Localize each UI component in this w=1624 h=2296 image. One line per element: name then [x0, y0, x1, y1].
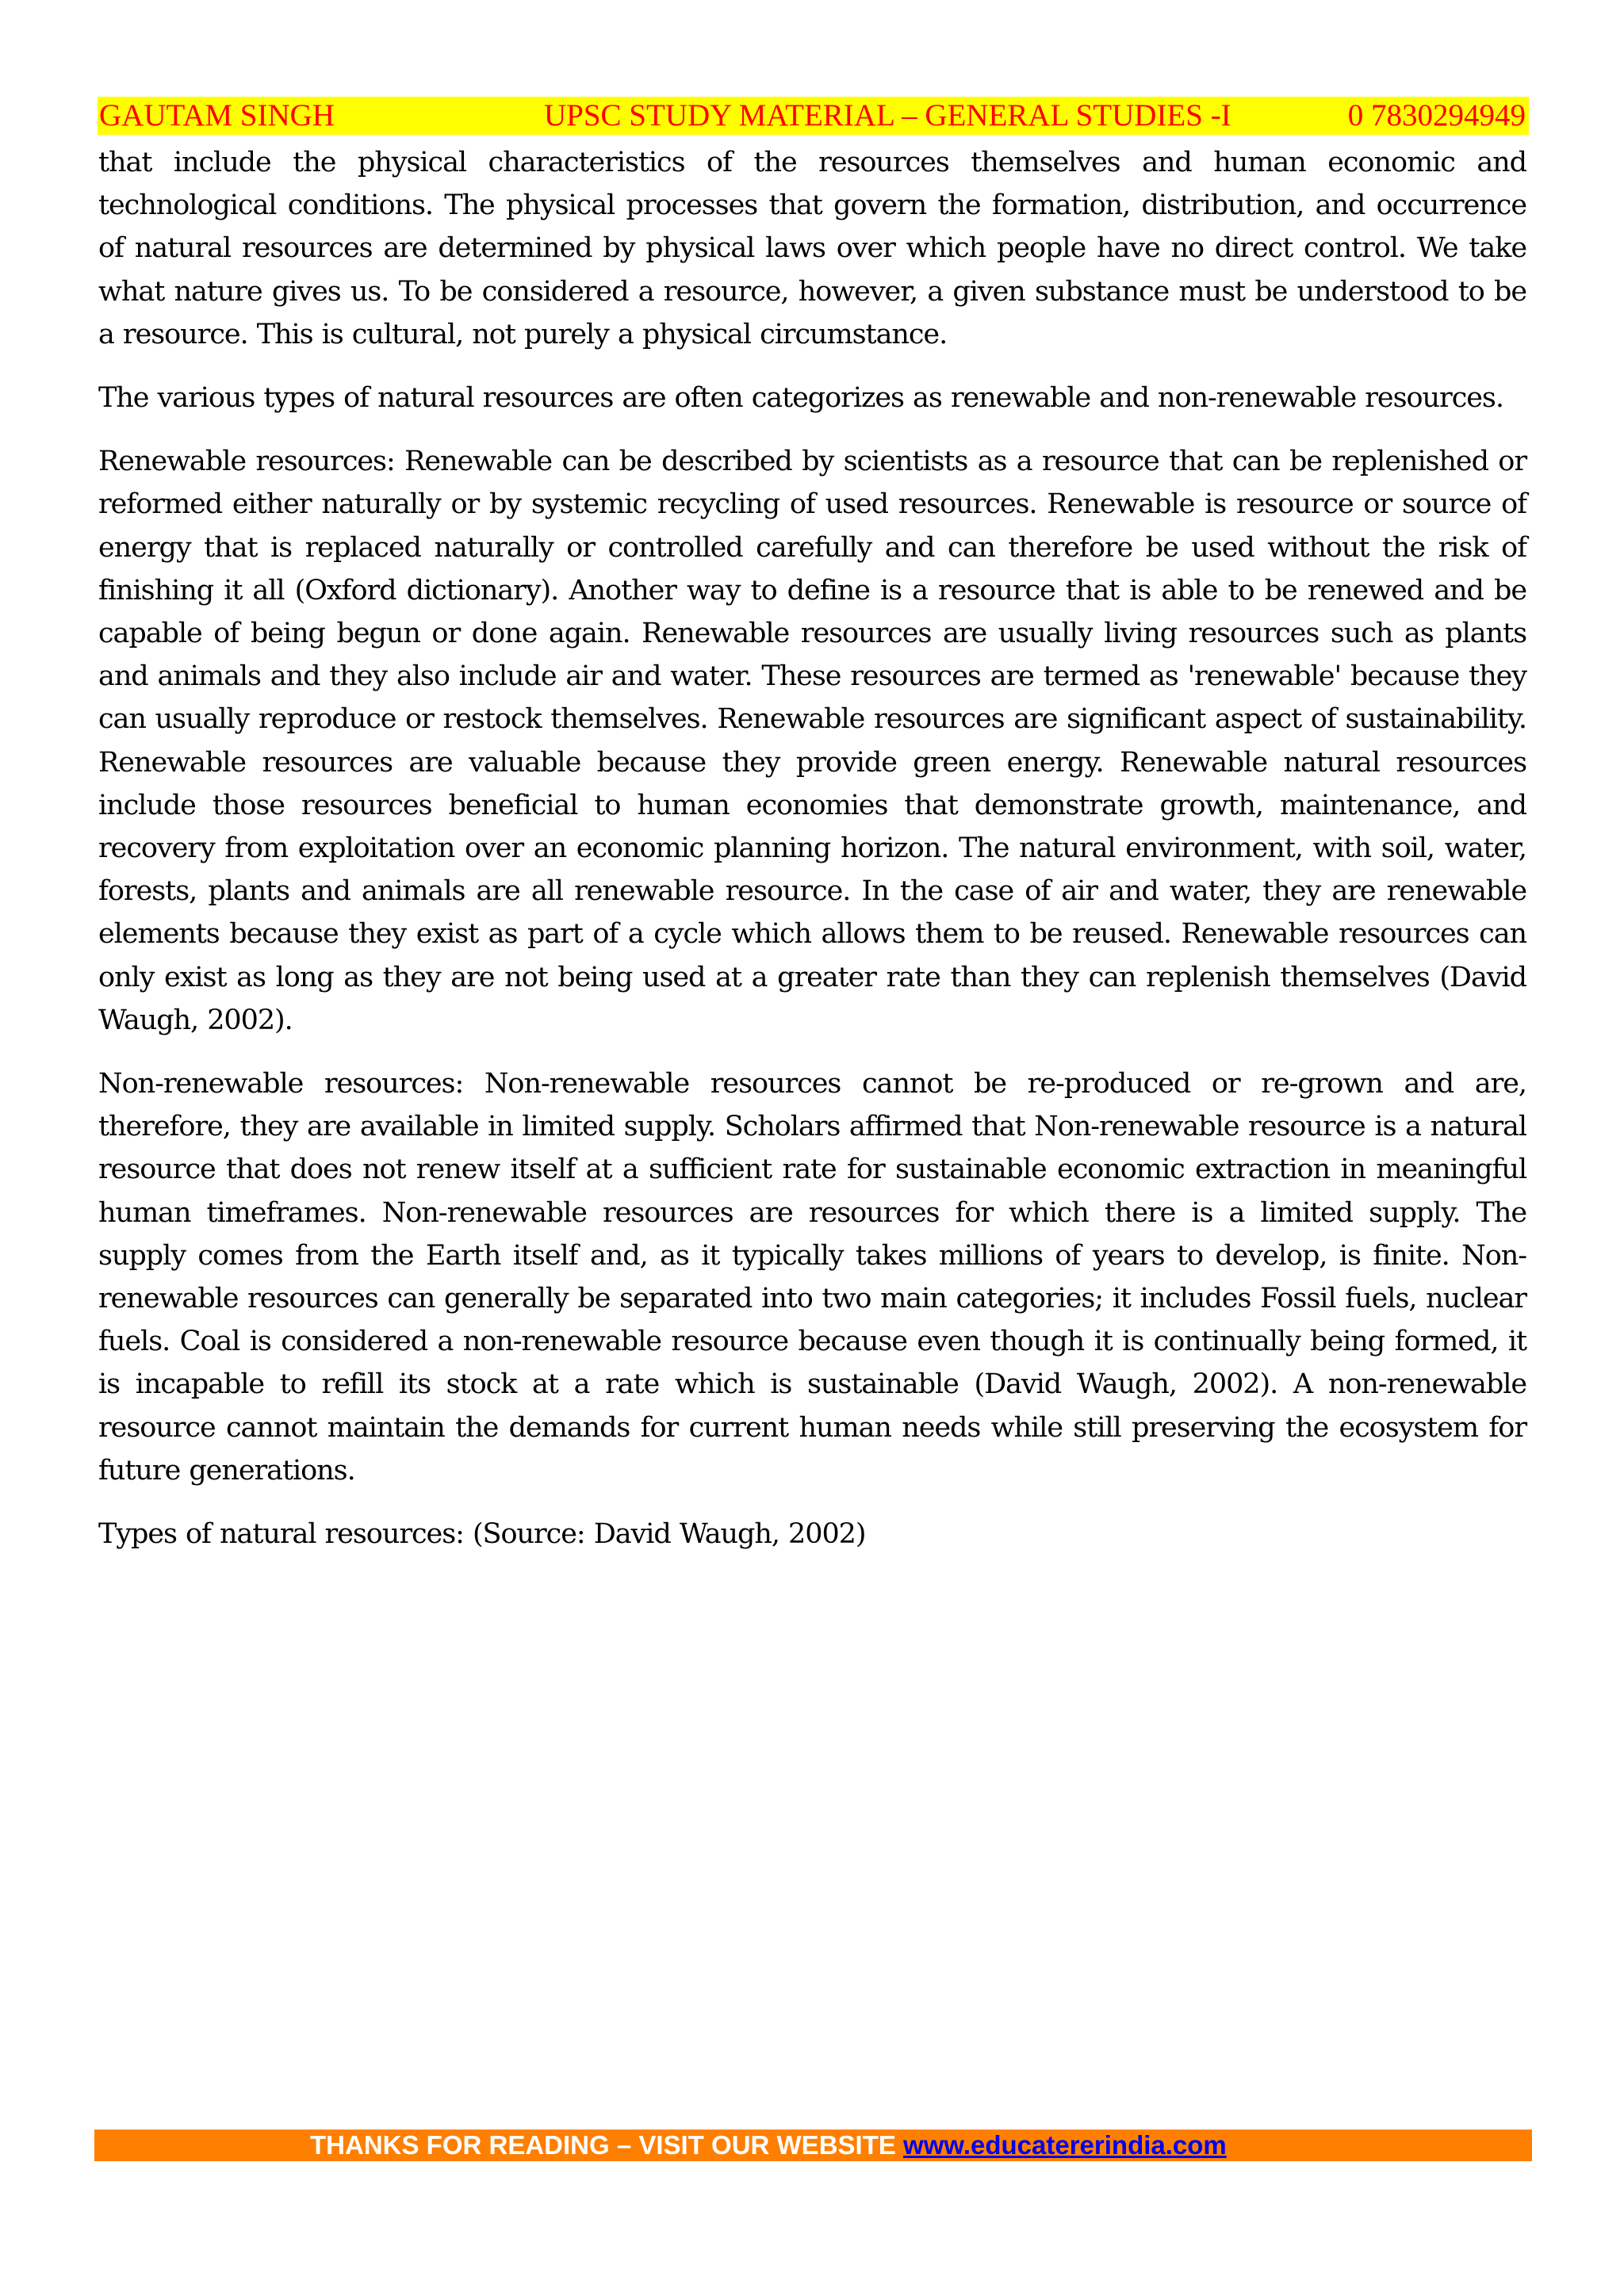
page-header: [98, 97, 1529, 135]
header-title: UPSC STUDY MATERIAL – GENERAL STUDIES -I: [544, 98, 1231, 132]
page-footer: [94, 2130, 1532, 2161]
footer-content: [310, 2130, 1227, 2161]
paragraph-non-renewable-resources: Non-renewable resources: Non-renewable resources cannot be re-produced or re-grown and are, therefore, they are available in limited supply. Scholars affirmed that Non-renewable resource is a natural resource that does not renew itself at a sufficient rate for sustainable economic extraction in meaningful human timeframes. Non-renewable resources are resources for which there is a limited supply. The supply comes from the Earth itself and, as it typically takes millions of years to develop, is finite. Non-renewable resources can generally be separated into two main categories; it includes Fossil fuels, nuclear fuels. Coal is considered a non-renewable resource because even though it is continually being formed, it is incapable to refill its stock at a rate which is sustainable (David Waugh, 2002). A non-renewable resource cannot maintain the demands for current human needs while still preserving the ecosystem for future generations.: [98, 1068, 1526, 1487]
paragraph-resource-types: The various types of natural resources are often categorizes as renewable and non-renewable resources.: [98, 382, 1503, 415]
website-link[interactable]: www.educatererindia.com: [903, 2130, 1227, 2160]
header-author: GAUTAM SINGH: [99, 98, 335, 132]
paragraph-types-caption: Types of natural resources: (Source: David Waugh, 2002): [98, 1518, 866, 1551]
document-body: [98, 141, 1526, 1576]
paragraph-intro-continuation: that include the physical characteristics of the resources themselves and human economic and technological conditions. The physical processes that govern the formation, distribution, and occurrence of natural resources are determined by physical laws over which people have no direct control. We take what nature gives us. To be considered a resource, however, a given substance must be understood to be a resource. This is cultural, not purely a physical circumstance.: [98, 147, 1526, 350]
header-phone: 0 7830294949: [1347, 98, 1526, 132]
paragraph-renewable-resources: Renewable resources: Renewable can be described by scientists as a resource that can be replenished or reformed either naturally or by systemic recycling of used resources. Renewable is resource or source of energy that is replaced naturally or controlled carefully and can therefore be used without the risk of finishing it all (Oxford dictionary). Another way to define is a resource that is able to be renewed and be capable of being begun or done again. Renewable resources are usually living resources such as plants and animals and they also include air and water. These resources are termed as 'renewable' because they can usually reproduce or restock themselves. Renewable resources are significant aspect of sustainability. Renewable resources are valuable because they provide green energy. Renewable natural resources include those resources beneficial to human economies that demonstrate growth, maintenance, and recovery from exploitation over an economic planning horizon. The natural environment, with soil, water, forests, plants and animals are all renewable resource. In the case of air and water, they are renewable elements because they exist as part of a cycle which allows them to be reused. Renewable resources can only exist as long as they are not being used at a greater rate than they can replenish themselves (David Waugh, 2002).: [98, 446, 1526, 1036]
footer-text: THANKS FOR READING – VISIT OUR WEBSITE: [310, 2130, 904, 2160]
